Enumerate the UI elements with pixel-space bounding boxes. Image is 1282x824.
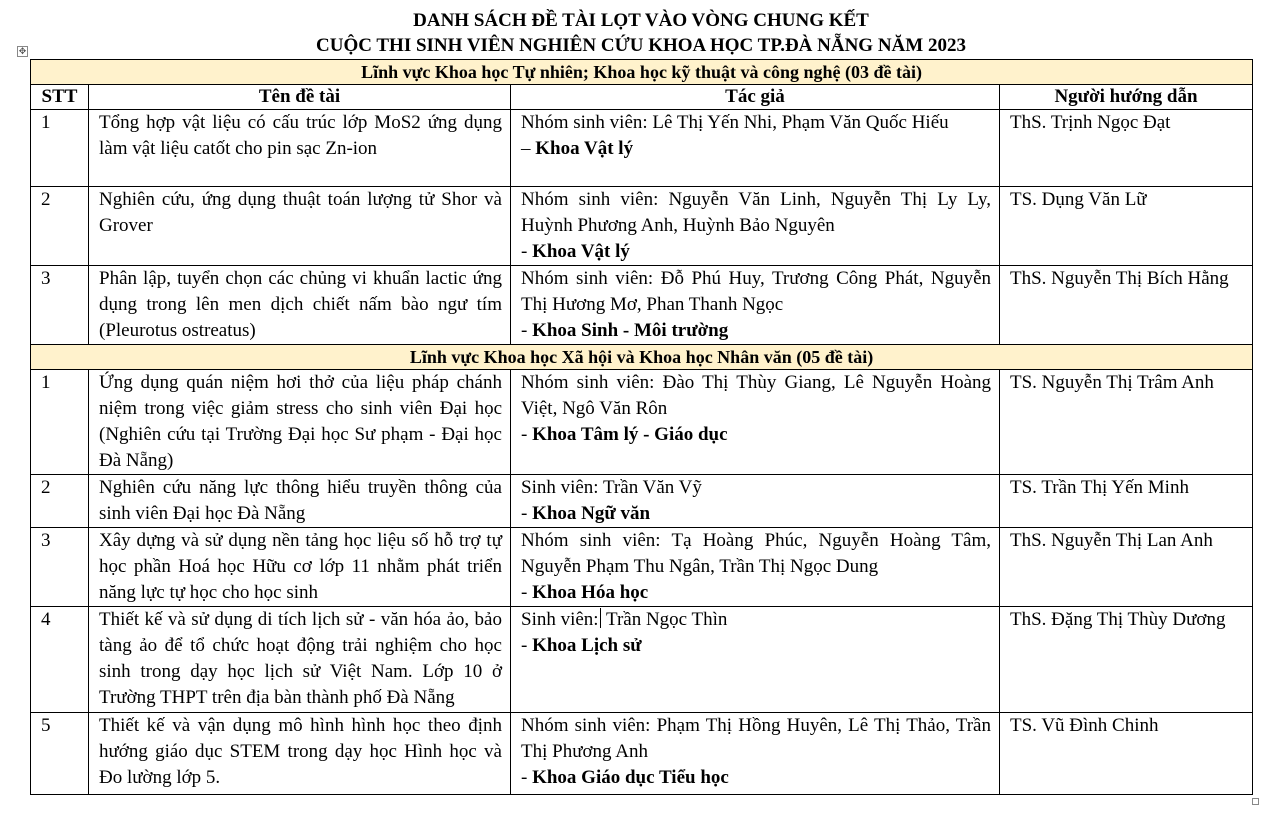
faculty-prefix: - — [521, 241, 533, 262]
section-header-natural-sciences — [31, 60, 1253, 85]
table-row — [31, 528, 1253, 607]
text-cursor — [600, 608, 601, 628]
faculty-prefix: - — [521, 424, 533, 445]
faculty-name: Khoa Ngữ văn — [532, 503, 651, 524]
faculty-prefix: - — [521, 767, 533, 788]
row-authors — [511, 266, 1000, 345]
row-topic: Nghiên cứu, ứng dụng thuật toán lượng tử Shor và Grover — [89, 187, 511, 266]
row-authors — [511, 607, 1000, 713]
column-header-authors: Tác giả — [511, 85, 1000, 110]
topics-table — [30, 59, 1253, 795]
row-stt: 2 — [31, 475, 89, 528]
faculty-prefix: – — [521, 138, 536, 159]
row-stt: 3 — [31, 528, 89, 607]
table-row — [31, 266, 1253, 345]
authors-text: Nhóm sinh viên: Đào Thị Thùy Giang, Lê Nguyễn Hoàng Việt, Ngô Văn Rôn — [521, 372, 991, 419]
document-title-line2: CUỘC THI SINH VIÊN NGHIÊN CỨU KHOA HỌC TP.ĐÀ NẴNG NĂM 2023 — [316, 35, 966, 56]
row-topic: Phân lập, tuyển chọn các chủng vi khuẩn lactic ứng dụng trong lên men dịch chiết nấm bào ngư tím (Pleurotus ostreatus) — [89, 266, 511, 345]
document-title-line1: DANH SÁCH ĐỀ TÀI LỌT VÀO VÒNG CHUNG KẾT — [413, 10, 869, 31]
row-advisor: ThS. Nguyễn Thị Lan Anh — [1000, 528, 1253, 607]
row-advisor: TS. Dụng Văn Lữ — [1000, 187, 1253, 266]
row-advisor: TS. Nguyễn Thị Trâm Anh — [1000, 370, 1253, 475]
table-row — [31, 110, 1253, 187]
column-header-stt: STT — [31, 85, 89, 110]
section-label: Lĩnh vực Khoa học Tự nhiên; Khoa học kỹ thuật và công nghệ (03 đề tài) — [31, 60, 1253, 85]
row-advisor: ThS. Trịnh Ngọc Đạt — [1000, 110, 1253, 187]
row-authors — [511, 475, 1000, 528]
table-resize-handle[interactable] — [1252, 798, 1259, 805]
row-topic: Ứng dụng quán niệm hơi thở của liệu pháp chánh niệm trong việc giảm stress cho sinh viên Đại học (Nghiên cứu tại Trường Đại học Sư phạm - Đại học Đà Nẵng) — [89, 370, 511, 475]
table-row — [31, 607, 1253, 713]
row-authors — [511, 370, 1000, 475]
section-header-social-sciences — [31, 345, 1253, 370]
authors-text-after-cursor: Trần Ngọc Thìn — [601, 609, 728, 630]
table-row — [31, 187, 1253, 266]
table-row — [31, 713, 1253, 795]
table-move-handle-icon[interactable]: ✥ — [18, 46, 27, 56]
authors-text: Nhóm sinh viên: Nguyễn Văn Linh, Nguyễn Thị Ly Ly, Huỳnh Phương Anh, Huỳnh Bảo Nguyên — [521, 189, 991, 236]
authors-text: Nhóm sinh viên: Tạ Hoàng Phúc, Nguyễn Hoàng Tâm, Nguyễn Phạm Thu Ngân, Trần Thị Ngọc Dung — [521, 530, 991, 577]
table-row — [31, 475, 1253, 528]
authors-text: Nhóm sinh viên: Đỗ Phú Huy, Trương Công Phát, Nguyễn Thị Hương Mơ, Phan Thanh Ngọc — [521, 268, 991, 315]
faculty-name: Khoa Giáo dục Tiểu học — [532, 767, 729, 788]
authors-text: Nhóm sinh viên: Phạm Thị Hồng Huyên, Lê Thị Thảo, Trần Thị Phương Anh — [521, 715, 991, 762]
table-header-row — [31, 85, 1253, 110]
row-authors — [511, 528, 1000, 607]
row-authors — [511, 713, 1000, 795]
authors-text: Sinh viên: Trần Văn Vỹ — [521, 477, 702, 498]
column-header-advisor: Người hướng dẫn — [1000, 85, 1253, 110]
row-advisor: ThS. Nguyễn Thị Bích Hằng — [1000, 266, 1253, 345]
row-stt: 1 — [31, 370, 89, 475]
faculty-name: Khoa Sinh - Môi trường — [532, 320, 729, 341]
row-advisor: TS. Trần Thị Yến Minh — [1000, 475, 1253, 528]
row-stt: 5 — [31, 713, 89, 795]
row-topic: Nghiên cứu năng lực thông hiểu truyền thông của sinh viên Đại học Đà Nẵng — [89, 475, 511, 528]
faculty-prefix: - — [521, 320, 533, 341]
faculty-prefix: - — [521, 503, 533, 524]
row-authors — [511, 110, 1000, 187]
row-topic: Thiết kế và sử dụng di tích lịch sử - văn hóa ảo, bảo tàng ảo để tổ chức hoạt động trải nghiệm cho học sinh trong dạy học lịch sử Việt Nam. Lớp 10 ở Trường THPT trên địa bàn thành phố Đà Nẵng — [89, 607, 511, 713]
row-topic: Tổng hợp vật liệu có cấu trúc lớp MoS2 ứng dụng làm vật liệu catốt cho pin sạc Zn-ion — [89, 110, 511, 187]
row-topic: Thiết kế và vận dụng mô hình hình học theo định hướng giáo dục STEM trong dạy học Hình học và Đo lường lớp 5. — [89, 713, 511, 795]
faculty-name: Khoa Tâm lý - Giáo dục — [532, 424, 728, 445]
faculty-name: Khoa Vật lý — [535, 138, 634, 159]
row-stt: 2 — [31, 187, 89, 266]
column-header-topic: Tên đề tài — [89, 85, 511, 110]
table-row — [31, 370, 1253, 475]
row-advisor: ThS. Đặng Thị Thùy Dương — [1000, 607, 1253, 713]
row-authors — [511, 187, 1000, 266]
row-advisor: TS. Vũ Đình Chinh — [1000, 713, 1253, 795]
section-label: Lĩnh vực Khoa học Xã hội và Khoa học Nhân văn (05 đề tài) — [31, 345, 1253, 370]
faculty-prefix: - — [521, 582, 533, 603]
faculty-name: Khoa Hóa học — [532, 582, 649, 603]
faculty-prefix: - — [521, 635, 533, 656]
authors-text: Sinh viên: — [521, 609, 599, 630]
row-stt: 3 — [31, 266, 89, 345]
faculty-name: Khoa Vật lý — [532, 241, 630, 262]
row-stt: 4 — [31, 607, 89, 713]
row-topic: Xây dựng và sử dụng nền tảng học liệu số hỗ trợ tự học phần Hoá học Hữu cơ lớp 11 nhằm phát triển năng lực tự học cho học sinh — [89, 528, 511, 607]
authors-text: Nhóm sinh viên: Lê Thị Yến Nhi, Phạm Văn Quốc Hiếu — [521, 112, 949, 133]
faculty-name: Khoa Lịch sử — [532, 635, 642, 656]
row-stt: 1 — [31, 110, 89, 187]
